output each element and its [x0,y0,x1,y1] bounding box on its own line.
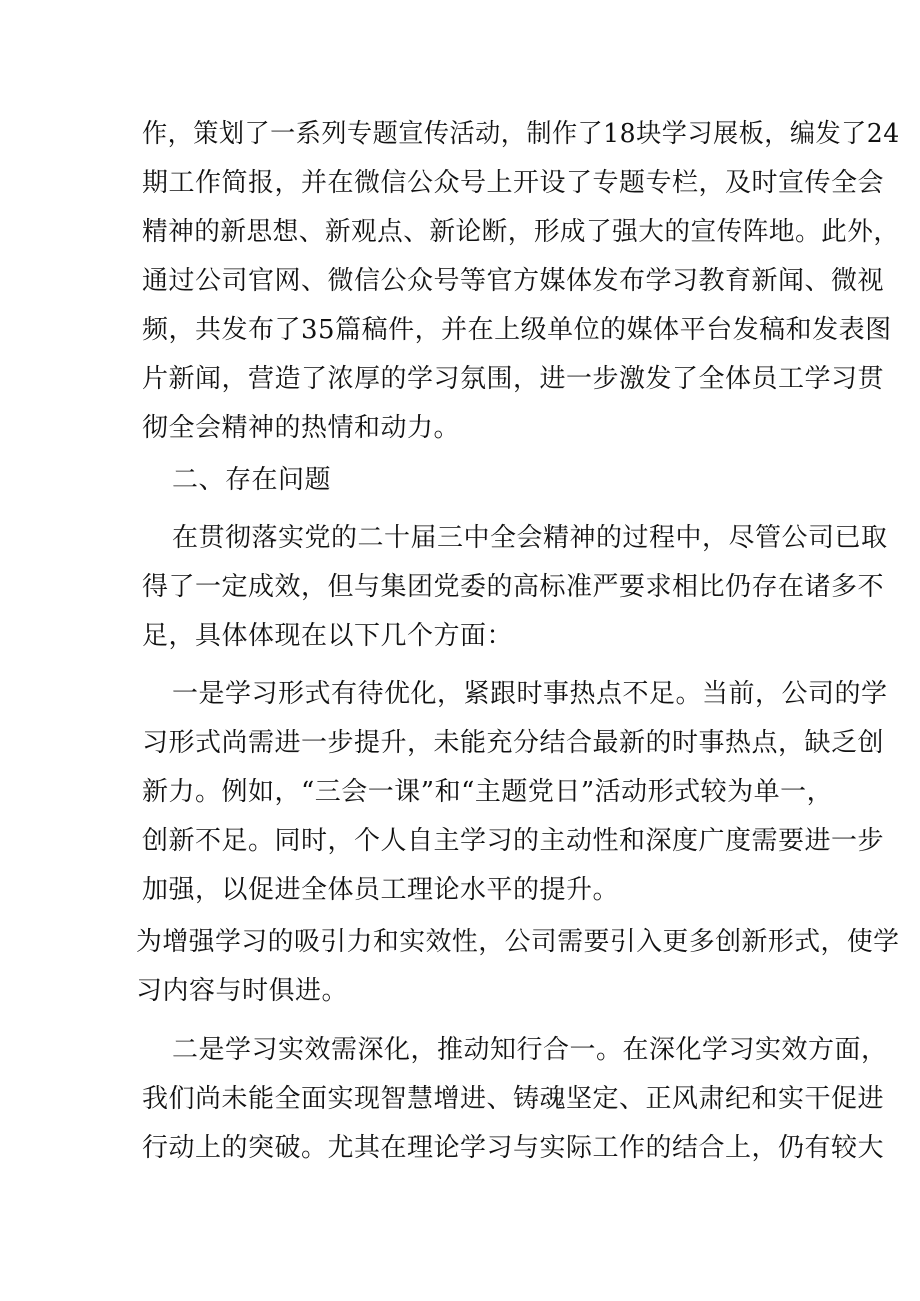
paragraph-1-line-7: 彻全会精神的热情和动力。 [142,413,461,443]
paragraph-5-line-3: 行动上的突破。尤其在理论学习与实际工作的结合上，仍有较大 [142,1133,885,1163]
paragraph-1-line-3: 精神的新思想、新观点、新论断，形成了强大的宣传阵地。此外， [142,217,900,247]
paragraph-4-line-2: 习内容与时俱进。 [136,976,349,1006]
section-heading: 二、存在问题 [172,465,332,495]
paragraph-3-line-5: 加强，以促进全体员工理论水平的提升。 [142,875,620,905]
paragraph-1-line-6: 片新闻，营造了浓厚的学习氛围，进一步激发了全体员工学习贯 [142,364,885,394]
paragraph-2-line-2: 得了一定成效，但与集团党委的高标准严要求相比仍存在诸多不 [142,572,885,602]
paragraph-1-line-5: 频，共发布了35篇稿件，并在上级单位的媒体平台发稿和发表图 [142,315,892,345]
paragraph-5-line-2: 我们尚未能全面实现智慧增进、铸魂坚定、正风肃纪和实干促进 [142,1084,885,1114]
paragraph-5-line-1: 二是学习实效需深化，推动知行合一。在深化学习实效方面， [172,1035,888,1065]
paragraph-3-line-4: 创新不足。同时，个人自主学习的主动性和深度广度需要进一步 [142,826,885,856]
paragraph-3-line-2: 习形式尚需进一步提升，未能充分结合最新的时事热点，缺乏创 [142,728,885,758]
paragraph-3-line-1: 一是学习形式有待优化，紧跟时事热点不足。当前，公司的学 [172,679,888,709]
paragraph-3-line-3: 新力。例如，“三会一课”和“主题党日”活动形式较为单一， [142,777,834,807]
paragraph-4-line-1: 为增强学习的吸引力和实效性，公司需要引入更多创新形式，使学 [136,927,900,957]
paragraph-2-line-1: 在贯彻落实党的二十届三中全会精神的过程中，尽管公司已取 [172,523,888,553]
paragraph-2-line-3: 足，具体体现在以下几个方面： [142,621,514,651]
paragraph-1-line-2: 期工作简报，并在微信公众号上开设了专题专栏，及时宣传全会 [142,168,885,198]
paragraph-1-line-1: 作，策划了一系列专题宣传活动，制作了18块学习展板，编发了24 [142,119,900,149]
paragraph-1-line-4: 通过公司官网、微信公众号等官方媒体发布学习教育新闻、微视 [142,266,885,296]
